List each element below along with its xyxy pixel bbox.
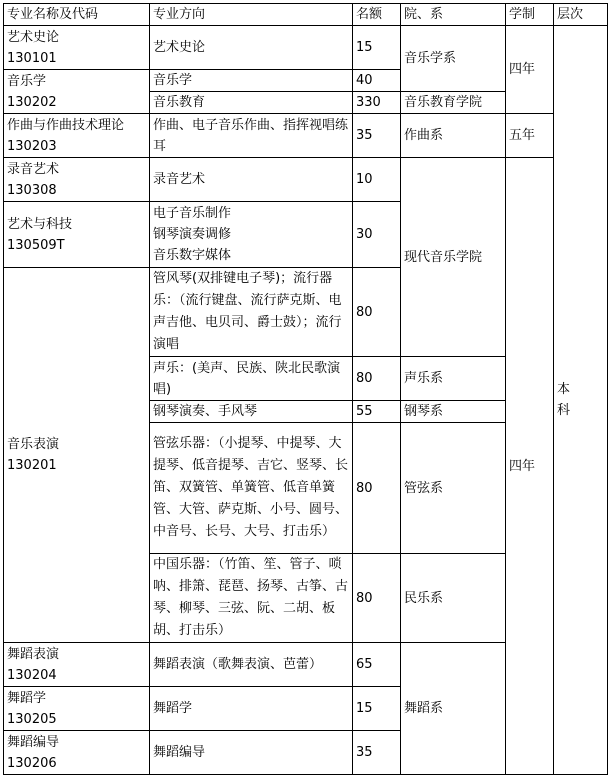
quota-cell: 15: [353, 26, 401, 70]
direction-line: 钢琴演奏调修: [153, 227, 232, 242]
table-row: [4, 26, 608, 70]
major-code: 130205: [7, 711, 57, 727]
department-cell: 舞蹈系: [401, 643, 506, 775]
major-cell: [4, 70, 150, 114]
direction-line: 音乐数字媒体: [153, 248, 232, 263]
header-row: [4, 4, 608, 26]
major-code: 130202: [7, 94, 57, 110]
major-cell: [4, 158, 150, 202]
duration-cell: 四年: [506, 26, 554, 114]
quota-cell: 35: [353, 114, 401, 158]
level-cell: [554, 26, 608, 775]
direction-cell: 声乐：(美声、民族、陕北民歌演唱): [150, 357, 353, 401]
department-cell: 民乐系: [401, 554, 506, 643]
quota-cell: 80: [353, 554, 401, 643]
major-code: 130206: [7, 755, 57, 771]
major-code: 130201: [7, 458, 57, 473]
quota-cell: 30: [353, 202, 401, 268]
major-name: 艺术史论: [7, 29, 60, 45]
direction-cell: 中国乐器：（竹笛、笙、管子、唢呐、排箫、琵琶、扬琴、古筝、古琴、柳琴、三弦、阮、二胡、板胡、打击乐）: [150, 554, 353, 643]
duration-cell: 四年: [506, 158, 554, 775]
major-name: 艺术与科技: [7, 216, 73, 232]
major-name: 舞蹈学: [7, 690, 47, 706]
direction-line: 电子音乐制作: [153, 206, 232, 221]
direction-cell: 音乐教育: [150, 92, 353, 114]
major-cell: [4, 643, 150, 687]
major-cell: [4, 114, 150, 158]
header-quota: 名额: [353, 4, 401, 26]
quota-cell: 55: [353, 401, 401, 423]
department-cell: 钢琴系: [401, 401, 506, 423]
major-code: 130509T: [7, 237, 65, 253]
level-line: 本: [557, 382, 571, 397]
quota-cell: 35: [353, 731, 401, 775]
major-code: 130204: [7, 667, 57, 683]
table-row: [4, 114, 608, 158]
major-name: 舞蹈表演: [7, 646, 60, 662]
quota-cell: 40: [353, 70, 401, 92]
direction-cell: 音乐学: [150, 70, 353, 92]
major-cell: [4, 202, 150, 268]
header-level: 层次: [554, 4, 608, 26]
quota-cell: 65: [353, 643, 401, 687]
direction-cell: 管风琴(双排键电子琴)；流行器乐：（流行键盘、流行萨克斯、电声吉他、电贝司、爵士鼓）；流行演唱: [150, 268, 353, 357]
quota-cell: 80: [353, 423, 401, 554]
direction-cell: 舞蹈编导: [150, 731, 353, 775]
direction-cell: 管弦乐器：（小提琴、中提琴、大提琴、低音提琴、吉它、竖琴、长笛、双簧管、单簧管、低音单簧管、大管、萨克斯、小号、圆号、中音号、长号、大号、打击乐）: [150, 423, 353, 554]
table-row: [4, 158, 608, 202]
major-cell: [4, 731, 150, 775]
department-cell: 音乐学系: [401, 26, 506, 92]
header-duration: 学制: [506, 4, 554, 26]
direction-cell: [150, 202, 353, 268]
major-cell: [4, 687, 150, 731]
department-cell: 现代音乐学院: [401, 158, 506, 357]
major-name: 作曲与作曲技术理论: [7, 117, 125, 133]
header-department: 院、系: [401, 4, 506, 26]
department-cell: 作曲系: [401, 114, 506, 158]
direction-cell: 艺术史论: [150, 26, 353, 70]
department-cell: 管弦系: [401, 423, 506, 554]
duration-cell: 五年: [506, 114, 554, 158]
quota-cell: 80: [353, 268, 401, 357]
department-cell: 声乐系: [401, 357, 506, 401]
quota-cell: 15: [353, 687, 401, 731]
level-line: 科: [557, 403, 571, 418]
major-code: 130203: [7, 138, 57, 154]
direction-cell: 作曲、电子音乐作曲、指挥视唱练耳: [150, 114, 353, 158]
quota-cell: 10: [353, 158, 401, 202]
major-name: 音乐学: [7, 73, 47, 89]
header-major: 专业名称及代码: [4, 4, 150, 26]
direction-cell: 舞蹈学: [150, 687, 353, 731]
direction-cell: 舞蹈表演（歌舞表演、芭蕾）: [150, 643, 353, 687]
direction-cell: 钢琴演奏、手风琴: [150, 401, 353, 423]
major-name: 音乐表演: [7, 437, 60, 452]
major-code: 130101: [7, 50, 57, 66]
major-name: 录音艺术: [7, 161, 60, 177]
department-cell: 音乐教育学院: [401, 92, 506, 114]
major-cell: [4, 268, 150, 643]
major-code: 130308: [7, 182, 57, 198]
direction-cell: 录音艺术: [150, 158, 353, 202]
quota-cell: 330: [353, 92, 401, 114]
header-direction: 专业方向: [150, 4, 353, 26]
major-cell: [4, 26, 150, 70]
admissions-table: [3, 3, 608, 775]
major-name: 舞蹈编导: [7, 734, 60, 750]
quota-cell: 80: [353, 357, 401, 401]
